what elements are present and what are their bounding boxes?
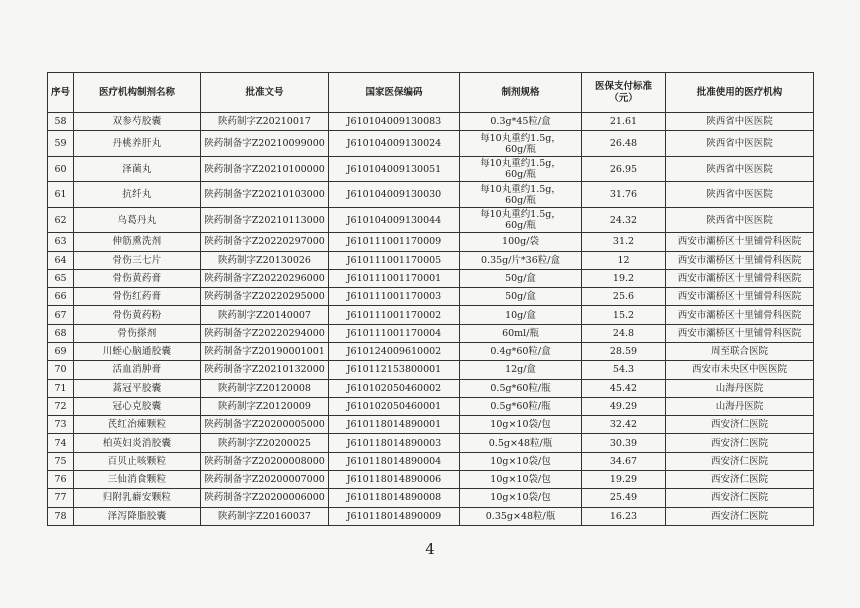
cell-institution: 西安市未央区中医医院	[666, 361, 814, 379]
table-row	[48, 182, 814, 208]
cell-institution: 西安济仁医院	[666, 434, 814, 452]
cell-name: 川蛭心脑通胶囊	[74, 342, 201, 360]
table-row	[48, 156, 814, 182]
cell-seq: 62	[48, 207, 74, 233]
cell-code: J610118014890006	[329, 470, 460, 488]
cell-approval: 陕药制备字Z20220295000	[201, 288, 329, 306]
cell-name: 冠心克胶囊	[74, 397, 201, 415]
cell-seq: 63	[48, 233, 74, 251]
table-row	[48, 269, 814, 287]
cell-approval: 陕药制备字Z20210100000	[201, 156, 329, 182]
table-row	[48, 361, 814, 379]
cell-name: 柏英妇炎消胶囊	[74, 434, 201, 452]
cell-seq: 59	[48, 131, 74, 157]
cell-spec: 每10丸重约1.5g， 60g/瓶	[460, 156, 582, 182]
cell-seq: 72	[48, 397, 74, 415]
cell-approval: 陕药制备字Z20210099000	[201, 131, 329, 157]
cell-approval: 陕药制字Z20200025	[201, 434, 329, 452]
cell-seq: 68	[48, 324, 74, 342]
cell-code: J610111001170001	[329, 269, 460, 287]
table-row	[48, 452, 814, 470]
cell-seq: 77	[48, 489, 74, 507]
cell-approval: 陕药制备字Z20210103000	[201, 182, 329, 208]
cell-name: 活血消肿膏	[74, 361, 201, 379]
cell-name: 丹桃养肝丸	[74, 131, 201, 157]
table-row	[48, 288, 814, 306]
header-institution: 批准使用的医疗机构	[666, 73, 814, 113]
cell-institution: 西安市灞桥区十里铺骨科医院	[666, 288, 814, 306]
cell-institution: 陕西省中医医院	[666, 156, 814, 182]
cell-institution: 西安济仁医院	[666, 470, 814, 488]
cell-seq: 60	[48, 156, 74, 182]
cell-spec: 50g/盒	[460, 269, 582, 287]
table-row	[48, 113, 814, 131]
cell-code: J610111001170003	[329, 288, 460, 306]
cell-spec: 10g×10袋/包	[460, 470, 582, 488]
cell-seq: 64	[48, 251, 74, 269]
cell-approval: 陕药制字Z20120009	[201, 397, 329, 415]
cell-code: J610111001170004	[329, 324, 460, 342]
cell-approval: 陕药制字Z20160037	[201, 507, 329, 526]
cell-seq: 71	[48, 379, 74, 397]
cell-spec: 10g×10袋/包	[460, 416, 582, 434]
cell-price: 26.48	[582, 131, 666, 157]
cell-price: 30.39	[582, 434, 666, 452]
cell-price: 24.8	[582, 324, 666, 342]
cell-code: J610118014890001	[329, 416, 460, 434]
cell-spec: 每10丸重约1.5g， 60g/瓶	[460, 207, 582, 233]
table-row	[48, 397, 814, 415]
cell-institution: 西安市灞桥区十里铺骨科医院	[666, 233, 814, 251]
cell-name: 骨伤黄药粉	[74, 306, 201, 324]
cell-spec: 0.35g×48粒/瓶	[460, 507, 582, 526]
cell-code: J610124009610002	[329, 342, 460, 360]
cell-seq: 66	[48, 288, 74, 306]
header-name: 医疗机构制剂名称	[74, 73, 201, 113]
table-row	[48, 507, 814, 526]
cell-name: 乌葛丹丸	[74, 207, 201, 233]
cell-seq: 75	[48, 452, 74, 470]
cell-code: J610102050460001	[329, 397, 460, 415]
cell-code: J610118014890008	[329, 489, 460, 507]
cell-approval: 陕药制备字Z20220297000	[201, 233, 329, 251]
cell-name: 归附乳癖安颗粒	[74, 489, 201, 507]
cell-code: J610104009130051	[329, 156, 460, 182]
header-code: 国家医保编码	[329, 73, 460, 113]
cell-seq: 73	[48, 416, 74, 434]
cell-seq: 70	[48, 361, 74, 379]
cell-institution: 西安市灞桥区十里铺骨科医院	[666, 269, 814, 287]
cell-price: 12	[582, 251, 666, 269]
cell-name: 骨伤三七片	[74, 251, 201, 269]
table-row	[48, 379, 814, 397]
cell-price: 25.6	[582, 288, 666, 306]
cell-price: 26.95	[582, 156, 666, 182]
cell-name: 三仙消食颗粒	[74, 470, 201, 488]
cell-seq: 65	[48, 269, 74, 287]
cell-institution: 西安济仁医院	[666, 416, 814, 434]
cell-institution: 西安市灞桥区十里铺骨科医院	[666, 251, 814, 269]
table-row	[48, 434, 814, 452]
cell-seq: 61	[48, 182, 74, 208]
cell-spec: 0.35g/片*36粒/盒	[460, 251, 582, 269]
cell-price: 28.59	[582, 342, 666, 360]
cell-code: J610104009130024	[329, 131, 460, 157]
cell-price: 16.23	[582, 507, 666, 526]
cell-code: J610104009130083	[329, 113, 460, 131]
cell-code: J610102050460002	[329, 379, 460, 397]
cell-approval: 陕药制字Z20210017	[201, 113, 329, 131]
table-row	[48, 416, 814, 434]
header-price: 医保支付标准 （元）	[582, 73, 666, 113]
cell-code: J610111001170002	[329, 306, 460, 324]
cell-name: 百贝止咳颗粒	[74, 452, 201, 470]
cell-approval: 陕药制备字Z20200005000	[201, 416, 329, 434]
cell-seq: 74	[48, 434, 74, 452]
header-seq: 序号	[48, 73, 74, 113]
header-spec: 制剂规格	[460, 73, 582, 113]
cell-institution: 西安济仁医院	[666, 489, 814, 507]
cell-approval: 陕药制字Z20140007	[201, 306, 329, 324]
cell-name: 双参芍胶囊	[74, 113, 201, 131]
cell-code: J610111001170005	[329, 251, 460, 269]
cell-price: 54.3	[582, 361, 666, 379]
table-row	[48, 324, 814, 342]
cell-name: 骨伤黄药膏	[74, 269, 201, 287]
table-header-row	[48, 73, 814, 113]
cell-spec: 0.4g*60粒/盒	[460, 342, 582, 360]
cell-price: 34.67	[582, 452, 666, 470]
cell-spec: 0.5g*60粒/瓶	[460, 397, 582, 415]
cell-approval: 陕药制备字Z20210113000	[201, 207, 329, 233]
cell-spec: 50g/盒	[460, 288, 582, 306]
cell-institution: 陕西省中医医院	[666, 207, 814, 233]
cell-spec: 0.5g×48粒/瓶	[460, 434, 582, 452]
cell-approval: 陕药制字Z20130026	[201, 251, 329, 269]
table-row	[48, 470, 814, 488]
table-row	[48, 233, 814, 251]
cell-approval: 陕药制备字Z20190001001	[201, 342, 329, 360]
cell-price: 19.2	[582, 269, 666, 287]
cell-approval: 陕药制字Z20120008	[201, 379, 329, 397]
cell-spec: 每10丸重约1.5g， 60g/瓶	[460, 131, 582, 157]
cell-name: 骨伤搽剂	[74, 324, 201, 342]
cell-approval: 陕药制备字Z20200007000	[201, 470, 329, 488]
cell-institution: 周至联合医院	[666, 342, 814, 360]
cell-code: J610118014890003	[329, 434, 460, 452]
cell-price: 15.2	[582, 306, 666, 324]
cell-price: 24.32	[582, 207, 666, 233]
cell-price: 45.42	[582, 379, 666, 397]
table-body	[48, 113, 814, 526]
cell-institution: 西安济仁医院	[666, 507, 814, 526]
cell-approval: 陕药制备字Z20200008000	[201, 452, 329, 470]
medication-table	[47, 72, 814, 526]
cell-spec: 100g/袋	[460, 233, 582, 251]
cell-name: 骨伤红药膏	[74, 288, 201, 306]
table-row	[48, 251, 814, 269]
cell-seq: 76	[48, 470, 74, 488]
cell-name: 抗纤丸	[74, 182, 201, 208]
cell-institution: 山海丹医院	[666, 397, 814, 415]
cell-price: 49.29	[582, 397, 666, 415]
table-row	[48, 131, 814, 157]
cell-spec: 0.3g*45粒/盒	[460, 113, 582, 131]
cell-price: 32.42	[582, 416, 666, 434]
cell-code: J610111001170009	[329, 233, 460, 251]
cell-spec: 每10丸重约1.5g， 60g/瓶	[460, 182, 582, 208]
page-number: 4	[425, 540, 435, 558]
cell-seq: 67	[48, 306, 74, 324]
cell-institution: 西安济仁医院	[666, 452, 814, 470]
cell-code: J610112153800001	[329, 361, 460, 379]
cell-price: 31.2	[582, 233, 666, 251]
cell-institution: 西安市灞桥区十里铺骨科医院	[666, 324, 814, 342]
cell-approval: 陕药制备字Z20220296000	[201, 269, 329, 287]
cell-institution: 陕西省中医医院	[666, 113, 814, 131]
cell-spec: 0.5g*60粒/瓶	[460, 379, 582, 397]
cell-approval: 陕药制备字Z20220294000	[201, 324, 329, 342]
cell-spec: 12g/盒	[460, 361, 582, 379]
cell-approval: 陕药制备字Z20200006000	[201, 489, 329, 507]
cell-name: 伸筋熏洗剂	[74, 233, 201, 251]
cell-code: J610104009130030	[329, 182, 460, 208]
cell-code: J610118014890009	[329, 507, 460, 526]
cell-code: J610118014890004	[329, 452, 460, 470]
cell-spec: 10g/盒	[460, 306, 582, 324]
cell-code: J610104009130044	[329, 207, 460, 233]
cell-name: 泽菌丸	[74, 156, 201, 182]
table-row	[48, 207, 814, 233]
cell-approval: 陕药制备字Z20210132000	[201, 361, 329, 379]
cell-seq: 69	[48, 342, 74, 360]
cell-seq: 58	[48, 113, 74, 131]
cell-price: 31.76	[582, 182, 666, 208]
cell-seq: 78	[48, 507, 74, 526]
cell-institution: 西安市灞桥区十里铺骨科医院	[666, 306, 814, 324]
cell-institution: 陕西省中医医院	[666, 182, 814, 208]
header-approval: 批准文号	[201, 73, 329, 113]
cell-spec: 10g×10袋/包	[460, 452, 582, 470]
table-row	[48, 342, 814, 360]
table-row	[48, 489, 814, 507]
cell-spec: 60ml/瓶	[460, 324, 582, 342]
cell-price: 21.61	[582, 113, 666, 131]
table-row	[48, 306, 814, 324]
cell-institution: 陕西省中医医院	[666, 131, 814, 157]
cell-name: 泽泻降脂胶囊	[74, 507, 201, 526]
cell-price: 25.49	[582, 489, 666, 507]
cell-price: 19.29	[582, 470, 666, 488]
cell-name: 蒿冠平胶囊	[74, 379, 201, 397]
cell-name: 芪红治瘫颗粒	[74, 416, 201, 434]
cell-institution: 山海丹医院	[666, 379, 814, 397]
cell-spec: 10g×10袋/包	[460, 489, 582, 507]
